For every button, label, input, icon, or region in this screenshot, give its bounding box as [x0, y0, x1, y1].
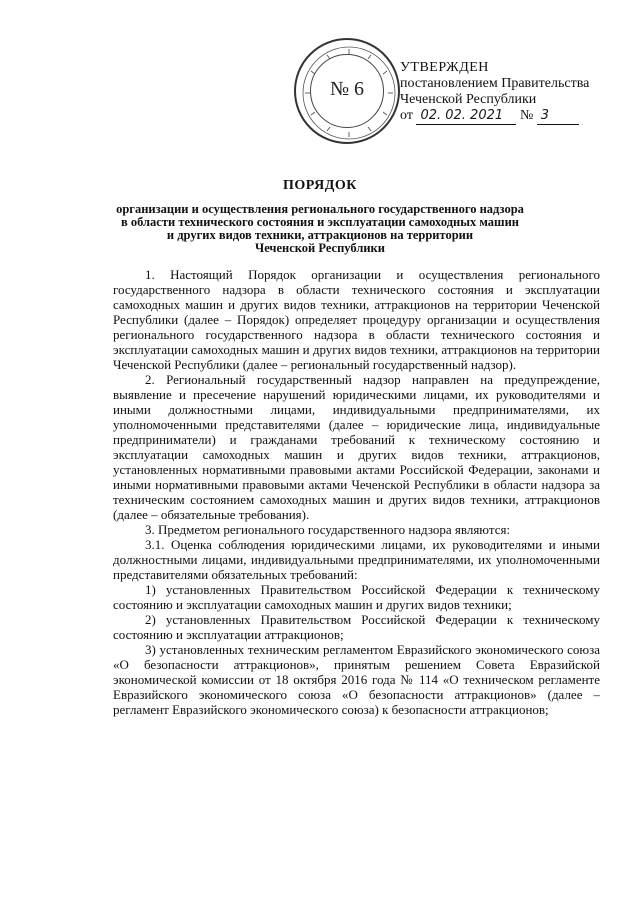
document-subtitle	[90, 203, 550, 255]
approval-date-line	[400, 108, 620, 125]
subtitle-line: в области технического состояния и эксплуатации самоходных машин	[120, 215, 520, 229]
stamp-number: № 6	[329, 78, 365, 100]
approval-number-prefix: №	[519, 108, 534, 123]
paragraph: 2. Региональный государственный надзор направлен на предупреждение, выявление и пресечение нарушений юридическими лицами, их руководителями и иными должностными лицами, индивидуальными предпринимателями, их уполномоченными представителями (далее – юридические лица, индивидуальные предприниматели) и гражданами требований к техническому состоянию и эксплуатации самоходных машин и других видов техники, аттракционов, установленных нормативными правовыми актами Российской Федерации, законами и иными нормативными правовыми актами Чеченской Республики в области надзора за техническим состоянием самоходных машин и других видов техники, аттракционов (далее – обязательные требования).	[113, 372, 600, 522]
approval-line-1: постановлением Правительства	[400, 76, 590, 91]
paragraph: 1. Настоящий Порядок организации и осуществления регионального государственного надзора в области технического состояния и эксплуатации самоходных машин и других видов техники, аттракционов на территории Чеченской Республики (далее – Порядок) определяет процедуру организации и осуществления регионального государственного надзора в области технического состояния и эксплуатации самоходных машин и других видов техники, аттракционов на территории Чеченской Республики (далее – региональный государственный надзор).	[113, 267, 601, 372]
subtitle-line: Чеченской Республики	[255, 241, 385, 255]
approval-line-2: Чеченской Республики	[400, 92, 537, 107]
paragraph: 1) установленных Правительством Российской Федерации к техническому состоянию и эксплуатации самоходных машин и других видов техники;	[113, 582, 600, 612]
document-title: ПОРЯДОК	[283, 178, 357, 193]
approval-title: УТВЕРЖДЕН	[400, 60, 489, 75]
approval-date-prefix: от	[400, 108, 413, 123]
paragraph: 3.1. Оценка соблюдения юридическими лицами, их руководителями и иными должностными лицами, индивидуальными предпринимателями, их уполномоченными представителями обязательных требований:	[113, 537, 600, 582]
approval-block	[400, 60, 620, 125]
document-body	[113, 267, 600, 717]
approval-number: 3	[537, 108, 579, 125]
official-stamp	[294, 38, 400, 144]
subtitle-line: организации и осуществления регионального государственного надзора	[116, 202, 524, 216]
paragraph: 2) установленных Правительством Российской Федерации к техническому состоянию и эксплуатации аттракционов;	[113, 612, 600, 642]
paragraph: 3) установленных техническим регламентом Евразийского экономического союза «О безопасности аттракционов», принятым решением Совета Евразийской экономической комиссии от 18 октября 2016 года № 114 «О техническом регламенте Евразийского экономического союза «О безопасности аттракционов» (далее – регламент Евразийского экономического союза) к безопасности аттракционов;	[113, 642, 600, 717]
subtitle-line: и других видов техники, аттракционов на территории	[166, 228, 474, 242]
paragraph: 3. Предметом регионального государственного надзора являются:	[145, 522, 511, 537]
approval-date: 02. 02. 2021	[416, 108, 516, 125]
document-heading	[90, 178, 550, 255]
